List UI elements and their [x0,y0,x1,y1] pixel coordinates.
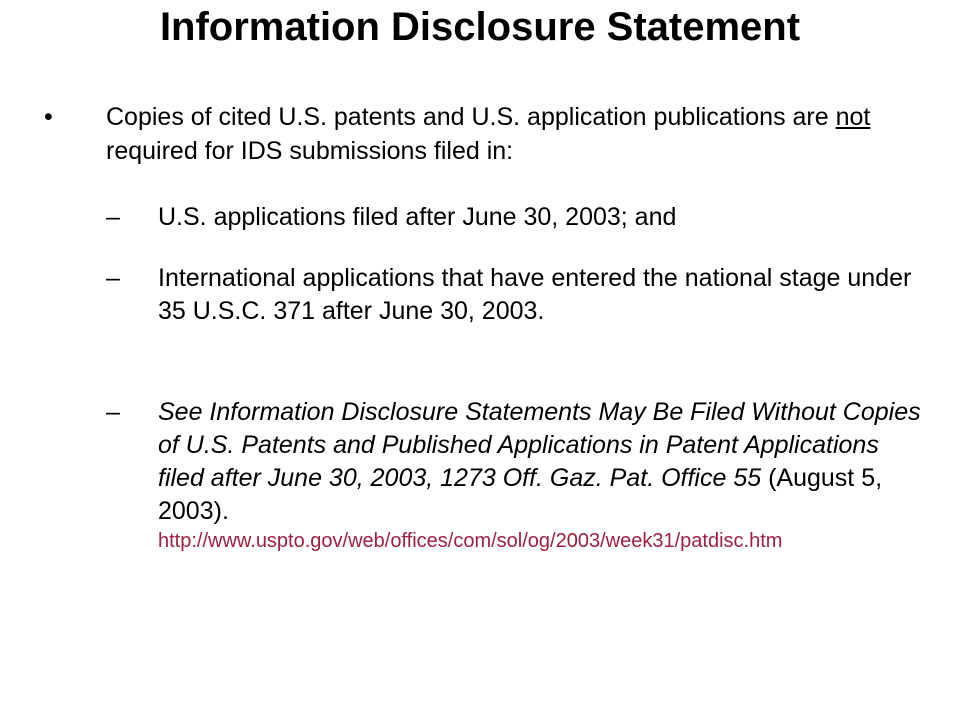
bullet-text-after: required for IDS submissions filed in: [106,137,514,165]
citation-link[interactable]: http://www.uspto.gov/web/offices/com/sol/og/2003/week31/patdisc.htm [158,530,783,552]
citation-text [158,396,928,554]
bullet-icon: • [44,103,53,131]
dash-icon: – [106,398,120,426]
bullet-text-before: Copies of cited U.S. patents and U.S. application publications are [106,103,836,131]
slide-title: Information Disclosure Statement [159,5,801,49]
sub-item-text: International applications that have entered the national stage under 35 U.S.C. 371 after June 30, 2003. [158,264,912,325]
bullet-emphasis: not [835,103,871,131]
citation-italic: See Information Disclosure Statements May Be Filed Without Copies of U.S. Patents and Published Applications in Patent Applications filed after June 30, 2003, 1273 Off. Gaz. Pat. Office 55 [158,398,921,492]
dash-icon: – [106,203,120,231]
sub-item-text: U.S. applications filed after June 30, 2003; and [158,203,677,231]
dash-icon: – [106,264,120,292]
bullet-text [106,100,926,168]
citation-date: (August 5, 2003). [158,464,883,525]
